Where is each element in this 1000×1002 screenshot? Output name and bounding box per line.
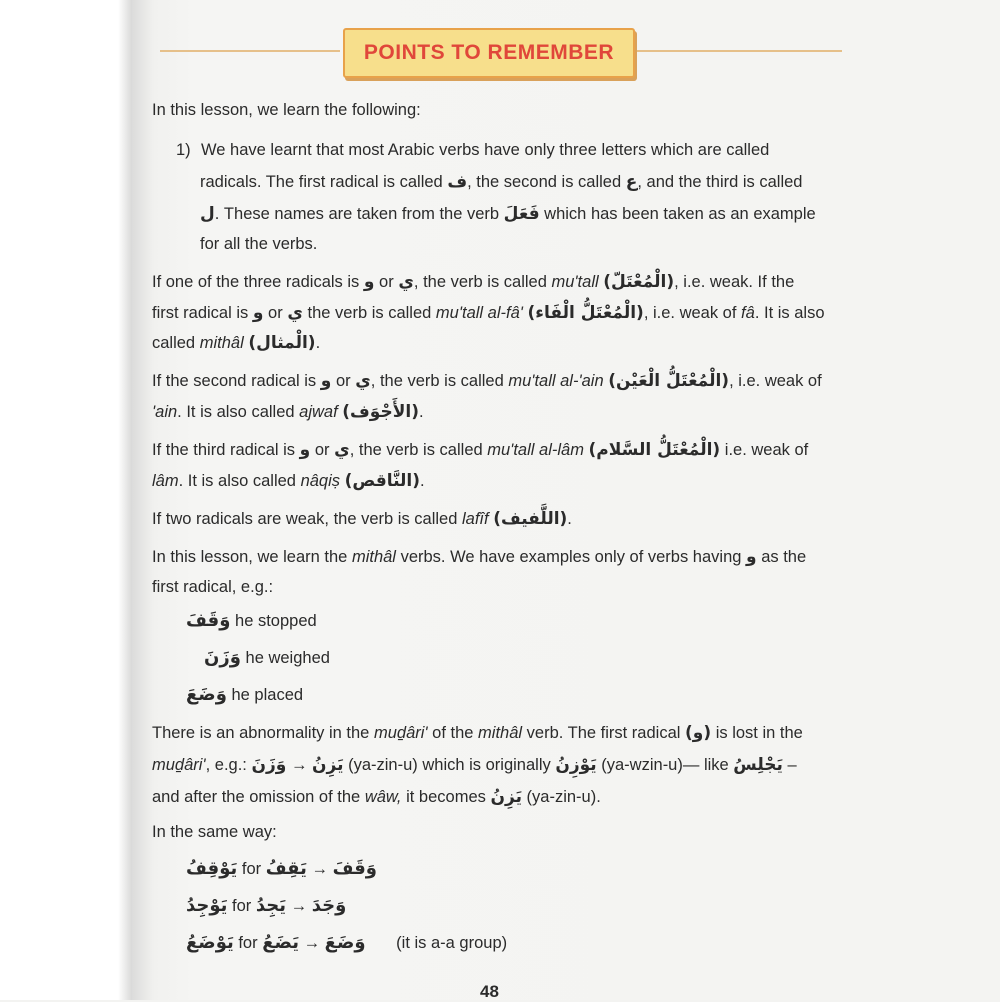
text-span: .: [567, 510, 572, 528]
weak-p1-line3: [152, 333, 320, 353]
arabic-yazinu: يَزِنُ: [490, 787, 522, 807]
arrow-icon: →: [303, 934, 321, 952]
text-span: If one of the three radicals is: [152, 273, 360, 291]
example-meaning: he stopped: [235, 612, 317, 630]
arabic-lam: ل: [200, 204, 215, 224]
conversion-note: (it is a-a group): [396, 934, 508, 952]
example-arabic: وَزَنَ: [204, 647, 241, 668]
text-span: for: [232, 897, 252, 915]
arabic-waw: و: [363, 272, 375, 292]
abnormal-line1: [152, 723, 803, 743]
text-span: for: [238, 934, 258, 952]
text-span: .: [315, 334, 321, 352]
term-mutall-alfa: mu'tall al-fâ': [435, 304, 523, 322]
term-fa: fâ: [741, 304, 755, 322]
arabic-term: (الْمُعْتَلُّ السَّلام): [588, 440, 721, 460]
point1-line1: [201, 140, 842, 160]
text-span: . It is also called: [178, 472, 296, 490]
arabic-original: يَوْقِفُ: [186, 858, 238, 879]
text-span: radicals. The first radical is called: [200, 173, 443, 191]
arabic-term: (اللَّفيف): [493, 509, 568, 529]
arabic-term: (الأَجْوَف): [342, 402, 419, 422]
term-mutall-allam: mu'tall al-lâm: [487, 441, 584, 459]
term-lafif: lafîf: [461, 510, 489, 528]
point1-number: 1): [176, 141, 191, 159]
section-title-banner: [343, 28, 635, 78]
text-span: (ya-zin-u) which is originally: [348, 756, 551, 774]
arabic-term: (النَّاقص): [344, 471, 421, 491]
text-span: If two radicals are weak, the verb is called: [152, 510, 458, 528]
text-span: , the verb is called: [413, 273, 547, 291]
arabic-ya: ي: [334, 440, 350, 460]
text-span: as the: [761, 548, 807, 566]
weak-p1-line1: [152, 272, 794, 292]
text-span: or: [268, 304, 283, 322]
text-span: called: [152, 334, 196, 352]
text-span: verbs. We have examples only of verbs having: [400, 548, 742, 566]
text-span: There is an abnormality in the: [152, 724, 370, 742]
text-span: , i.e. weak of: [729, 372, 822, 390]
arabic-waw: (و): [685, 723, 712, 743]
text-span: . It is also: [754, 304, 825, 322]
term-mithal: mithâl: [199, 334, 244, 352]
text-span: , i.e. weak of: [643, 304, 737, 322]
term-mithal: mithâl: [351, 548, 396, 566]
arabic-waw: و: [746, 547, 757, 567]
text-span: (ya-zin-u).: [526, 788, 601, 806]
arabic-term: (الْمُعْتَلُّ الْفَاء): [527, 303, 644, 323]
text-span: verb. The first radical: [526, 724, 681, 742]
point1-line3: [200, 204, 816, 224]
arabic-wazana: وَزَنَ: [251, 755, 287, 775]
text-span: is lost in the: [715, 724, 803, 742]
text-span: it becomes: [406, 788, 486, 806]
same-way-text: In the same way:: [152, 823, 277, 841]
example-arabic: وَقَفَ: [186, 610, 231, 631]
term-mutall-alain: mu'tall al-'ain: [508, 372, 604, 390]
abnormal-line2: [152, 755, 797, 775]
text-span: (ya-wzin-u)— like: [601, 756, 729, 774]
text-span: If the second radical is: [152, 372, 317, 390]
text-span: and after the omission of the: [152, 788, 361, 806]
term-mudari: muḏâri': [152, 756, 206, 774]
term-lam: lâm: [152, 472, 179, 490]
text-span: , e.g.:: [205, 756, 247, 774]
arabic-yawzinu: يَوْزِنُ: [555, 755, 597, 775]
example-meaning: he weighed: [245, 649, 330, 667]
arabic-ain: ع: [625, 172, 638, 192]
arabic-original: يَوْضَعُ: [186, 932, 234, 953]
conversion-row: [186, 932, 507, 954]
arabic-result: يَجِدُ: [255, 895, 287, 916]
arabic-term: (الْمُعْتَلُّ الْعَيْن): [608, 371, 730, 391]
weak-p3-line1: [152, 440, 808, 460]
text-span: of the: [432, 724, 474, 742]
text-span: , the verb is called: [349, 441, 483, 459]
term-waw: wâw,: [364, 788, 402, 806]
text-span: , the second is called: [467, 173, 622, 191]
text-span: , the verb is called: [370, 372, 504, 390]
text-span: –: [787, 756, 797, 774]
arabic-waw: و: [299, 440, 311, 460]
term-ain: 'ain: [152, 403, 178, 421]
arrow-icon: →: [290, 897, 308, 915]
example-row: [186, 684, 303, 706]
page-number: 48: [480, 982, 499, 1001]
arabic-result: يَضَعُ: [262, 932, 299, 953]
arabic-past: وَضَعَ: [324, 932, 366, 953]
term-ajwaf: ajwaf: [299, 403, 338, 421]
text-span: In this lesson, we learn the: [152, 548, 348, 566]
text-span: for: [241, 860, 262, 878]
text-span: . These names are taken from the verb: [214, 205, 500, 223]
abnormal-line3: [152, 787, 601, 807]
arabic-result: يَقِفُ: [265, 858, 307, 879]
conversion-row: [186, 858, 377, 880]
text-span: i.e. weak of: [724, 441, 809, 459]
text-span: .: [418, 403, 424, 421]
example-row: [186, 610, 317, 632]
arabic-past: وَقَفَ: [332, 858, 377, 879]
arabic-ya: ي: [287, 303, 303, 323]
header-rule-right: [636, 50, 842, 52]
weak-p1-line2: [152, 303, 825, 323]
weak-p2-line2: [152, 402, 424, 422]
text-span: or: [314, 441, 330, 459]
arrow-icon: →: [311, 860, 328, 878]
term-naqis: nâqiṣ: [300, 472, 341, 490]
arabic-term: (الْمُعْتَلّ): [603, 272, 675, 292]
text-span: first radical is: [152, 304, 249, 322]
arabic-ya: ي: [355, 371, 371, 391]
point1-line2: [200, 172, 802, 192]
mithal-line1: [152, 547, 806, 567]
weak-p2-line1: [152, 371, 822, 391]
arabic-original: يَوْجِدُ: [186, 895, 228, 916]
intro-text: In this lesson, we learn the following:: [152, 101, 421, 119]
arabic-term: (الْمثال): [248, 333, 316, 353]
term-mutall: mu'tall: [551, 273, 599, 291]
header-rule-left: [160, 50, 340, 52]
arabic-ya: ي: [398, 272, 414, 292]
term-mithal: mithâl: [478, 724, 523, 742]
book-spine-shadow: [0, 0, 150, 1000]
mithal-line2: first radical, e.g.:: [152, 578, 274, 596]
text-span: , i.e. weak. If the: [674, 273, 795, 291]
text-span: or: [335, 372, 351, 390]
text-span: If the third radical is: [152, 441, 296, 459]
weak-p4-line1: [152, 509, 572, 529]
conversion-row: [186, 895, 346, 917]
weak-p3-line2: [152, 471, 425, 491]
arabic-faala: فَعَلَ: [503, 204, 540, 224]
text-span: . It is also called: [177, 403, 295, 421]
arabic-fa: ف: [447, 172, 468, 192]
example-row: [204, 647, 330, 669]
example-arabic: وَضَعَ: [186, 684, 227, 705]
text-span: or: [379, 273, 394, 291]
arabic-past: وَجَدَ: [311, 895, 347, 916]
section-title: POINTS TO REMEMBER: [363, 41, 615, 64]
arrow-icon: →: [290, 756, 308, 774]
text-span: , and the third is called: [637, 173, 803, 191]
point1-line4: for all the verbs.: [200, 235, 318, 253]
text-span: the verb is called: [307, 304, 432, 322]
arabic-yajlisu: يَجْلِسُ: [733, 755, 783, 775]
text-span: which has been taken as an example: [544, 205, 816, 223]
text-span: We have learnt that most Arabic verbs have only three letters which are called: [201, 141, 770, 159]
arabic-yazinu: يَزِنُ: [312, 755, 344, 775]
term-mudari: muḏâri': [373, 724, 428, 742]
example-meaning: he placed: [231, 686, 304, 704]
arabic-waw: و: [320, 371, 332, 391]
arabic-waw: و: [252, 303, 264, 323]
text-span: .: [420, 472, 425, 490]
